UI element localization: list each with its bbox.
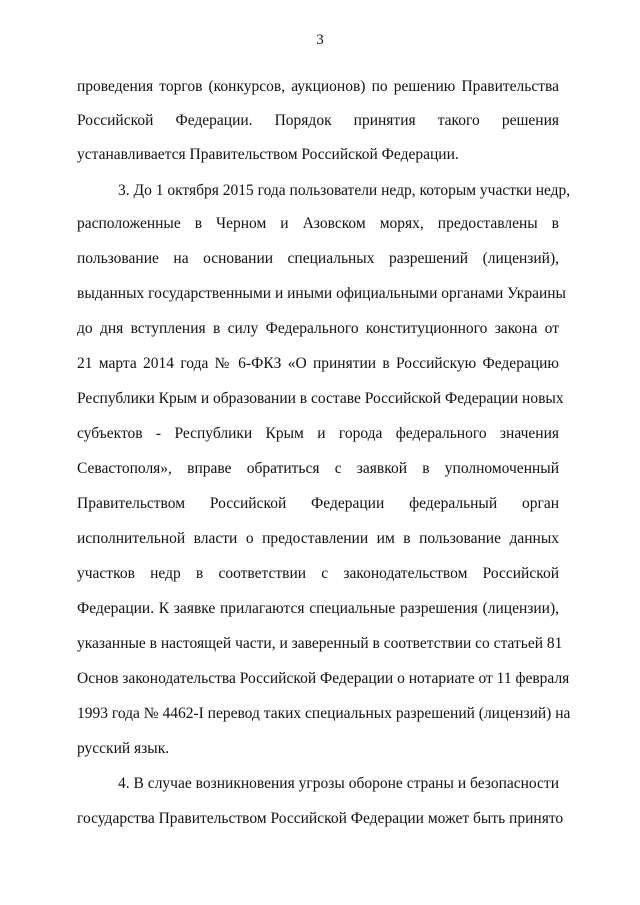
text-line: русский язык. [77, 740, 170, 757]
text-line: указанные в настоящей части, и заверенный в соответствии со статьей 81 [77, 635, 563, 652]
text-line: 1993 года № 4462-I перевод таких специальных разрешений (лицензий) на [77, 705, 571, 722]
text-line: Севастополя», вправе обратиться с заявкой в уполномоченный [77, 460, 559, 477]
paragraph-start-line: 3. До 1 октября 2015 года пользователи недр, которым участки недр, [118, 182, 571, 199]
text-line: до дня вступления в силу Федерального конституционного закона от [77, 320, 559, 337]
paragraph-start-line: 4. В случае возникновения угрозы обороне страны и безопасности [118, 775, 559, 792]
text-line: проведения торгов (конкурсов, аукционов) по решению Правительства [77, 78, 559, 95]
text-line: субъектов - Республики Крым и города федерального значения [77, 425, 559, 442]
text-line: Основ законодательства Российской Федерации о нотариате от 11 февраля [77, 670, 570, 687]
text-line: устанавливается Правительством Российской Федерации. [77, 146, 459, 163]
page-number: 3 [316, 32, 324, 48]
text-line: Правительством Российской Федерации федеральный орган [77, 495, 559, 512]
text-line: Республики Крым и образовании в составе Российской Федерации новых [77, 390, 564, 407]
text-line: расположенные в Черном и Азовском морях, предоставлены в [77, 215, 559, 232]
text-line: Российской Федерации. Порядок принятия такого решения [77, 112, 559, 129]
text-line: государства Правительством Российской Федерации может быть принято [77, 810, 564, 827]
text-line: 21 марта 2014 года № 6-ФКЗ «О принятии в Российскую Федерацию [77, 355, 559, 372]
text-line: пользование на основании специальных разрешений (лицензий), [77, 250, 559, 267]
text-line: участков недр в соответствии с законодательством Российской [77, 565, 559, 582]
text-line: выданных государственными и иными официальными органами Украины [77, 285, 566, 302]
text-line: Федерации. К заявке прилагаются специальные разрешения (лицензии), [77, 600, 559, 617]
text-line: исполнительной власти о предоставлении им в пользование данных [77, 530, 559, 547]
